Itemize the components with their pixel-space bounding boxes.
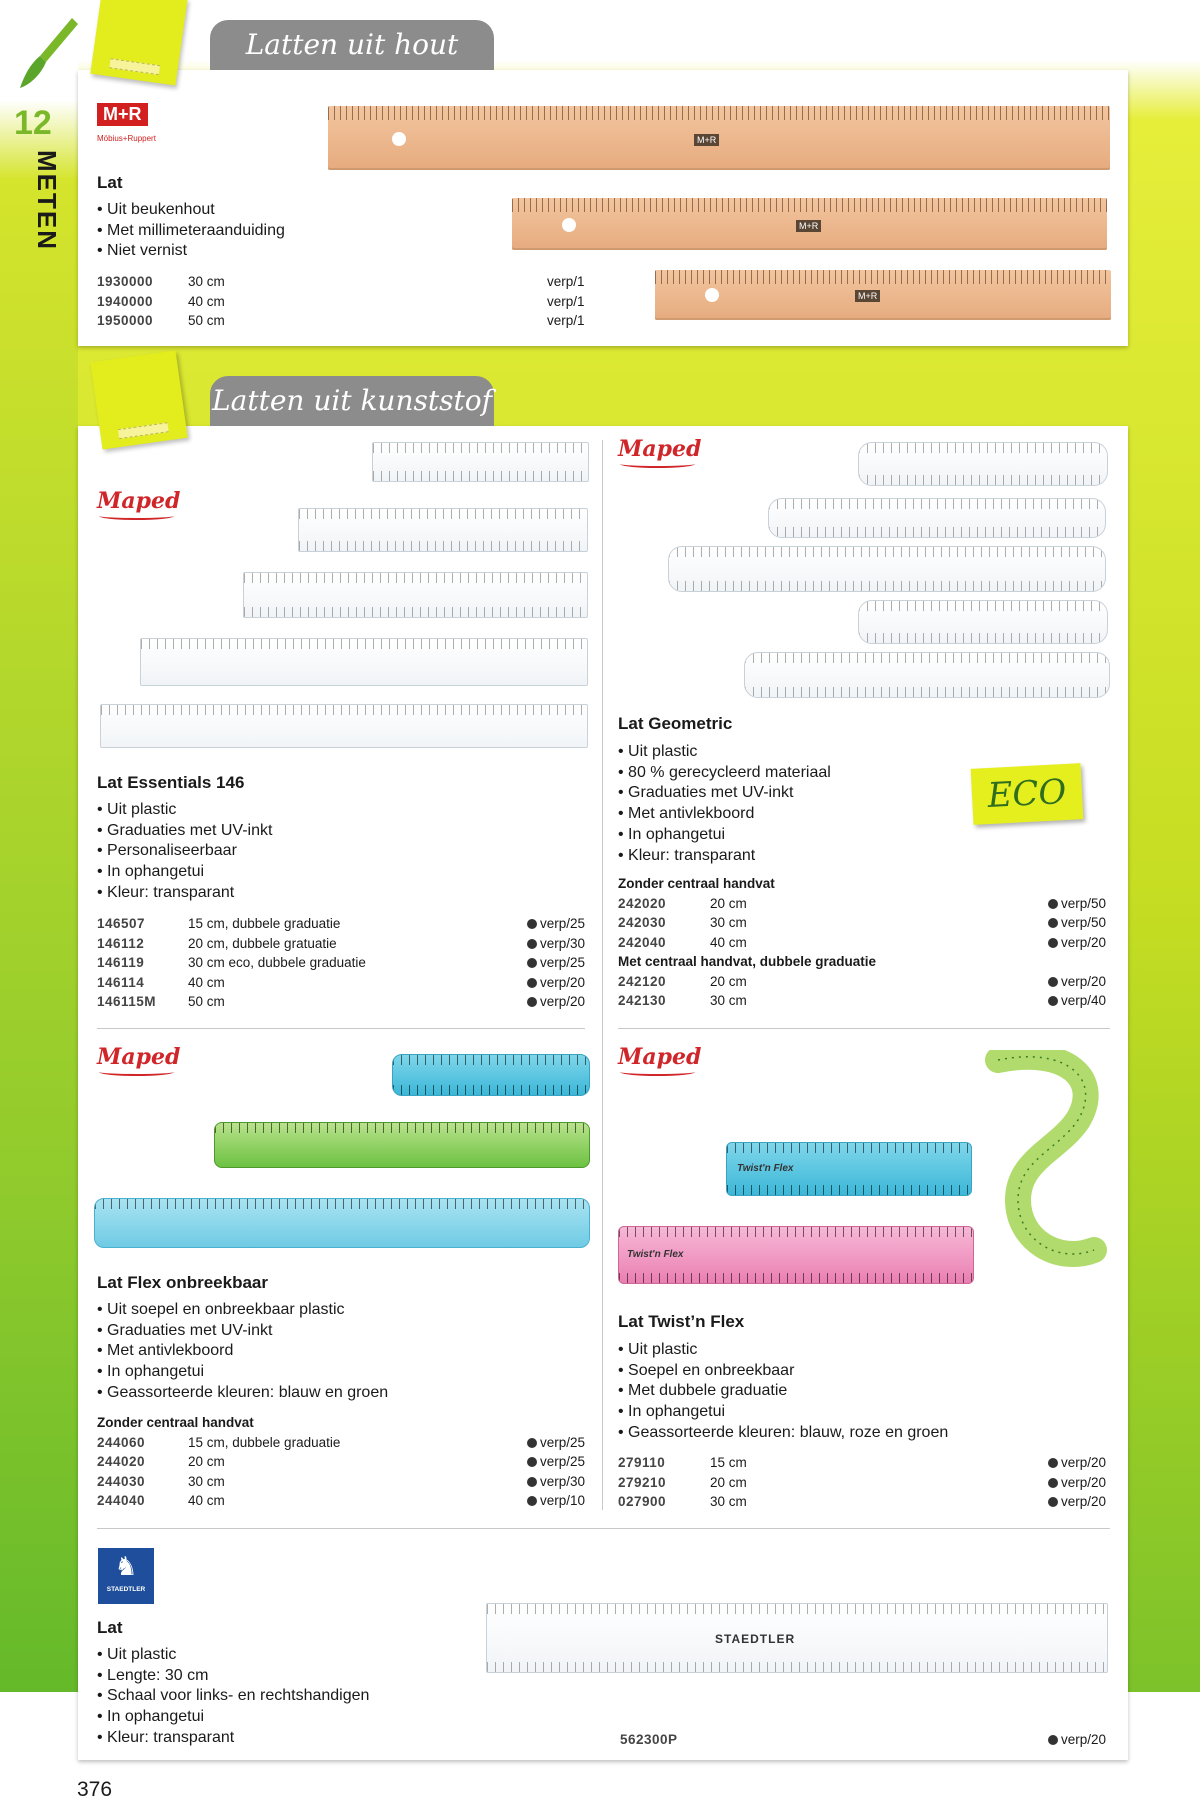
- table-essentials: [97, 914, 587, 1012]
- table-row: 146507 15 cm, dubbele graduatie verp/25: [97, 916, 585, 931]
- clear-ruler-image: [243, 572, 588, 618]
- clear-ruler-image: [140, 638, 588, 686]
- pink-twist-ruler-image: Twist'n Flex: [618, 1226, 974, 1284]
- table-row: 1950000 50 cm verp/1: [97, 313, 585, 328]
- table-row: 242120 20 cm verp/20: [618, 973, 1106, 989]
- clear-ruler-image: STAEDTLER: [486, 1603, 1108, 1673]
- green-twisted-ruler-image: [978, 1050, 1108, 1270]
- blue-twist-ruler-image: Twist'n Flex: [726, 1142, 972, 1196]
- product-title-essentials: Lat Essentials 146: [97, 773, 245, 792]
- divider: [618, 1028, 1110, 1029]
- clear-ruler-image: [858, 600, 1108, 644]
- table-flex: [97, 1413, 587, 1511]
- table-row: 244060 15 cm, dubbele graduatie verp/25: [97, 1434, 585, 1450]
- maped-logo: Maped: [618, 1044, 702, 1070]
- clear-ruler-image: [858, 442, 1108, 486]
- table-row: 279110 15 cm verp/20: [618, 1455, 1106, 1470]
- product-title-twist: Lat Twist’n Flex: [618, 1312, 745, 1331]
- mr-logo: M+R Möbius+Ruppert: [97, 104, 156, 143]
- bullets-wood: • Uit beukenhout • Met millimeteraanduiding • Niet vernist: [97, 200, 285, 262]
- sticky-note: [90, 350, 187, 449]
- blue-flex-ruler-image: [392, 1054, 590, 1096]
- bullets-geometric: • Uit plastic • 80 % gerecycleerd materiaal • Graduaties met UV-inkt • Met antivlekboord • In ophangetui • Kleur: transparant: [618, 742, 831, 866]
- table-row: 146112 20 cm, dubbele gratuatie verp/30: [97, 935, 585, 951]
- table-row: 1940000 40 cm verp/1: [97, 293, 585, 309]
- section-tab-hout: Latten uit hout: [210, 20, 494, 70]
- clear-ruler-image: [372, 442, 589, 482]
- bullets-flex: • Uit soepel en onbreekbaar plastic • Graduaties met UV-inkt • Met antivlekboord • In ophangetui • Geassorteerde kleuren: blauw en groen: [97, 1300, 388, 1404]
- table-subheading: Met centraal handvat, dubbele graduatie: [618, 954, 877, 969]
- table-row: 146115M 50 cm verp/20: [97, 994, 585, 1009]
- table-row: 146114 40 cm verp/20: [97, 974, 585, 990]
- table-row: 242020 20 cm verp/50: [618, 895, 1106, 911]
- table-row: 562300P verp/20: [620, 1732, 1106, 1747]
- product-title-geometric: Lat Geometric: [618, 714, 733, 733]
- page-number: 376: [77, 1778, 113, 1801]
- wood-ruler-image: M+R: [512, 198, 1107, 250]
- eco-badge: ECO: [971, 763, 1084, 825]
- staedtler-logo: ♞ STAEDTLER: [98, 1548, 154, 1604]
- table-row: 244040 40 cm verp/10: [97, 1493, 585, 1508]
- table-row: 244030 30 cm verp/30: [97, 1473, 585, 1489]
- chapter-band: [0, 0, 78, 1816]
- divider: [97, 1528, 1110, 1529]
- table-row: 1930000 30 cm verp/1: [97, 274, 585, 289]
- table-row: 242040 40 cm verp/20: [618, 934, 1106, 950]
- green-flex-ruler-image: [214, 1122, 590, 1168]
- sticky-note: [90, 0, 187, 86]
- clear-ruler-image: [100, 704, 588, 748]
- maped-logo: Maped: [97, 488, 181, 514]
- table-wood: [97, 272, 597, 331]
- divider: [97, 1028, 585, 1029]
- chapter-title: METEN: [32, 150, 62, 251]
- table-subheading: Zonder centraal handvat: [618, 876, 775, 891]
- product-title-staedtler: Lat: [97, 1618, 123, 1637]
- divider: [602, 440, 603, 1510]
- product-title-flex: Lat Flex onbreekbaar: [97, 1273, 269, 1292]
- clear-ruler-image: [744, 652, 1110, 698]
- product-title-wood: Lat: [97, 173, 123, 192]
- table-row: 242130 30 cm verp/40: [618, 993, 1106, 1008]
- section-tab-kunststof: Latten uit kunststof: [210, 376, 494, 426]
- wood-ruler-image: M+R: [655, 270, 1111, 320]
- table-row: 244020 20 cm verp/25: [97, 1454, 585, 1469]
- table-twist: [618, 1453, 1108, 1512]
- maped-logo: Maped: [618, 436, 702, 462]
- table-row: 146119 30 cm eco, dubbele graduatie verp/25: [97, 955, 585, 970]
- clear-ruler-image: [668, 546, 1106, 592]
- bullets-essentials: • Uit plastic • Graduaties met UV-inkt • Personaliseerbaar • In ophangetui • Kleur: transparant: [97, 800, 272, 904]
- maped-logo: Maped: [97, 1044, 181, 1070]
- table-geometric: [618, 874, 1108, 1011]
- chapter-number: 12: [14, 104, 52, 142]
- table-subheading: Zonder centraal handvat: [97, 1415, 254, 1430]
- bullets-twist: • Uit plastic • Soepel en onbreekbaar • Met dubbele graduatie • In ophangetui • Geassorteerde kleuren: blauw, roze en groen: [618, 1340, 948, 1444]
- table-row: 279210 20 cm verp/20: [618, 1474, 1106, 1490]
- table-row: 242030 30 cm verp/50: [618, 915, 1106, 930]
- wood-ruler-image: M+R: [328, 106, 1110, 170]
- clear-ruler-image: [298, 508, 588, 552]
- bullets-staedtler: • Uit plastic • Lengte: 30 cm • Schaal voor links- en rechtshandigen • In ophangetui • Kleur: transparant: [97, 1645, 369, 1749]
- paintbrush-icon: [16, 14, 78, 92]
- table-row: 027900 30 cm verp/20: [618, 1494, 1106, 1509]
- blue-flex-ruler-image: [94, 1198, 590, 1248]
- clear-ruler-image: [768, 498, 1106, 538]
- table-staedtler: [620, 1730, 1108, 1750]
